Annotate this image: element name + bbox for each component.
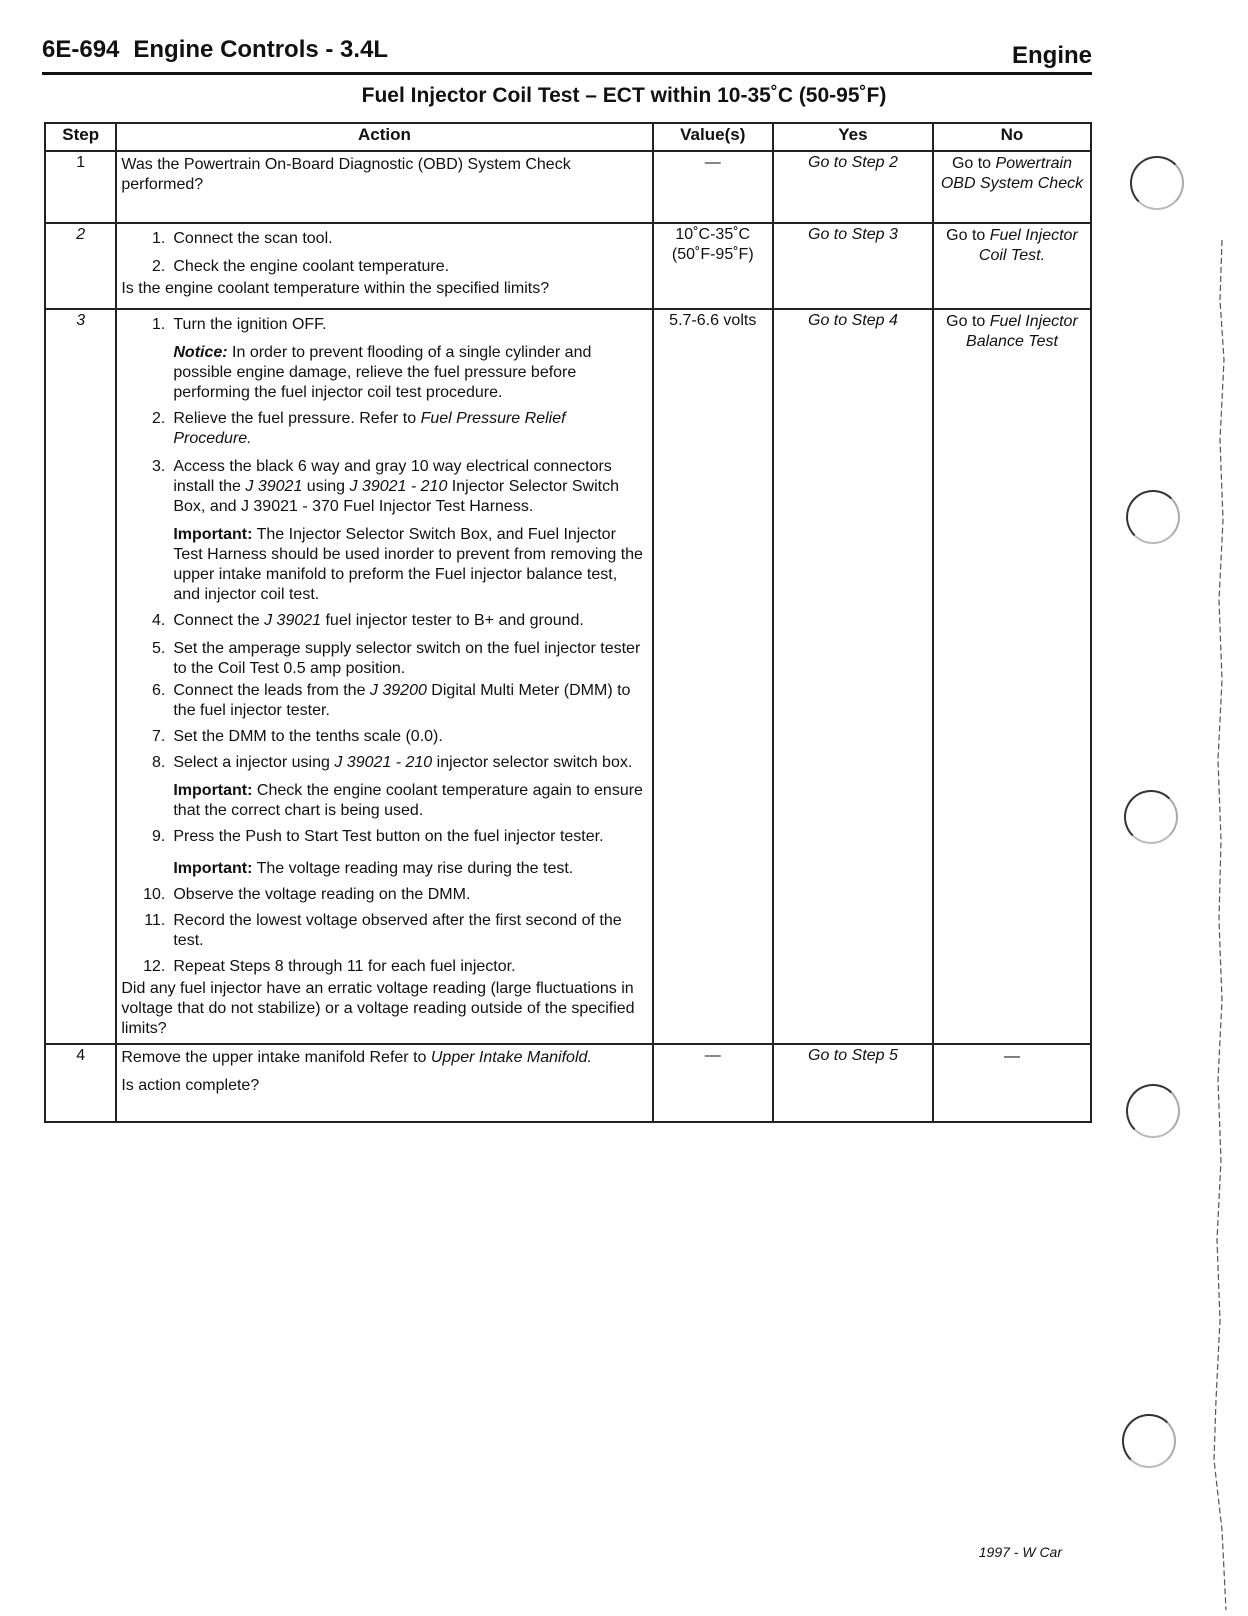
question-text: Is the engine coolant temperature within the specified limits? (121, 280, 550, 297)
value-line: 10˚C-35˚C (675, 226, 751, 243)
no-prefix: Go to (946, 227, 990, 244)
action-item: 5. Set the amperage supply selector switch on the fuel injector tester to the Coil Test 0.5 amp position. (152, 640, 641, 677)
action-item: 11. Record the lowest voltage observed after the first second of the test. (144, 912, 622, 949)
value-line: (50˚F-95˚F) (671, 246, 754, 263)
action-item: 12. Repeat Steps 8 through 11 for each fuel injector. (143, 958, 516, 975)
section-title: Engine Controls - 3.4L (133, 36, 389, 63)
table-row (45, 223, 1091, 309)
action-text: Remove the upper intake manifold Refer to Upper Intake Manifold. (121, 1049, 592, 1066)
col-header-values: Value(s) (653, 123, 773, 151)
value-cell (653, 223, 773, 309)
no-reference: Powertrain OBD System Check (940, 155, 1084, 192)
no-reference: Fuel Injector Coil Test. (978, 227, 1078, 264)
step-number: 2 (45, 223, 116, 309)
no-prefix: Go to (951, 155, 996, 172)
step-number: 3 (45, 309, 116, 1044)
page-header (42, 32, 1092, 75)
binder-hole (1126, 1084, 1180, 1138)
footer-text: 1997 - W Car (978, 1544, 1062, 1560)
no-prefix: Go to (946, 313, 990, 330)
question-text: Was the Powertrain On-Board Diagnostic (OBD) System Check performed? (121, 156, 571, 193)
action-item: 3. Access the black 6 way and gray 10 way electrical connectors install the J 39021 using J 39021 - 210 Injector Selector Switch Box, and J 39021 - 370 Fuel Injector Test Harness. (152, 458, 619, 515)
binder-hole (1122, 1414, 1176, 1468)
action-item: 4. Connect the J 39021 fuel injector tester to B+ and ground. (152, 612, 584, 629)
diagnostic-table (44, 122, 1092, 1123)
action-cell (116, 223, 652, 309)
action-item: 1. Connect the scan tool. (152, 230, 333, 247)
question-text: Is action complete? (121, 1077, 260, 1094)
table-row (45, 309, 1091, 1044)
table-row (45, 1044, 1091, 1122)
yes-cell: Go to Step 3 (773, 223, 933, 309)
action-item: 9. Press the Push to Start Test button on the fuel injector tester. (152, 828, 604, 845)
header-left (42, 36, 388, 64)
page-number: 6E-694 (42, 36, 120, 63)
table-row (45, 151, 1091, 223)
binder-hole (1124, 790, 1178, 844)
step-number: 4 (45, 1044, 116, 1122)
col-header-step: Step (45, 123, 116, 151)
yes-cell: Go to Step 2 (773, 151, 933, 223)
important-note: Important: The voltage reading may rise during the test. (173, 860, 574, 877)
no-cell (933, 223, 1091, 309)
torn-edge-line (1200, 240, 1230, 1610)
col-header-action: Action (116, 123, 652, 151)
no-cell (933, 309, 1091, 1044)
yes-cell: Go to Step 5 (773, 1044, 933, 1122)
action-item: 2. Check the engine coolant temperature. (152, 258, 450, 275)
important-note: Important: Check the engine coolant temperature again to ensure that the correct chart is being used. (173, 782, 643, 819)
no-cell (933, 151, 1091, 223)
table-title: Fuel Injector Coil Test – ECT within 10-35˚C (50-95˚F) (361, 84, 887, 107)
action-cell (116, 1044, 652, 1122)
action-item: 2. Relieve the fuel pressure. Refer to Fuel Pressure Relief Procedure. (152, 410, 566, 447)
action-cell (116, 151, 652, 223)
binder-hole (1126, 490, 1180, 544)
binder-hole (1130, 156, 1184, 210)
value-cell: — (653, 151, 773, 223)
col-header-no: No (933, 123, 1091, 151)
table-header-row (45, 123, 1091, 151)
notice-note: Notice: In order to prevent flooding of a single cylinder and possible engine damage, relieve the fuel pressure before performing the fuel injector coil test procedure. (173, 344, 592, 401)
step-number: 1 (45, 151, 116, 223)
action-item: 10. Observe the voltage reading on the DMM. (143, 886, 471, 903)
action-item: 8. Select a injector using J 39021 - 210 injector selector switch box. (152, 754, 633, 771)
col-header-yes: Yes (773, 123, 933, 151)
question-text: Did any fuel injector have an erratic voltage reading (large fluctuations in voltage that do not stabilize) or a voltage reading outside of the specified limits? (121, 980, 635, 1037)
value-cell: 5.7-6.6 volts (653, 309, 773, 1044)
action-cell (116, 309, 652, 1044)
value-cell: — (653, 1044, 773, 1122)
no-reference: Fuel Injector Balance Test (966, 313, 1078, 350)
important-note: Important: The Injector Selector Switch Box, and Fuel Injector Test Harness should be used inorder to prevent from removing the upper intake manifold to preform the Fuel injector balance test, and injector coil test. (173, 526, 643, 603)
action-item: 7. Set the DMM to the tenths scale (0.0). (152, 728, 443, 745)
header-category: Engine (1011, 42, 1092, 69)
action-item: 6. Connect the leads from the J 39200 Digital Multi Meter (DMM) to the fuel injector tester. (152, 682, 631, 719)
action-item: 1. Turn the ignition OFF. (152, 316, 327, 333)
yes-cell: Go to Step 4 (773, 309, 933, 1044)
no-cell: — (933, 1044, 1091, 1122)
